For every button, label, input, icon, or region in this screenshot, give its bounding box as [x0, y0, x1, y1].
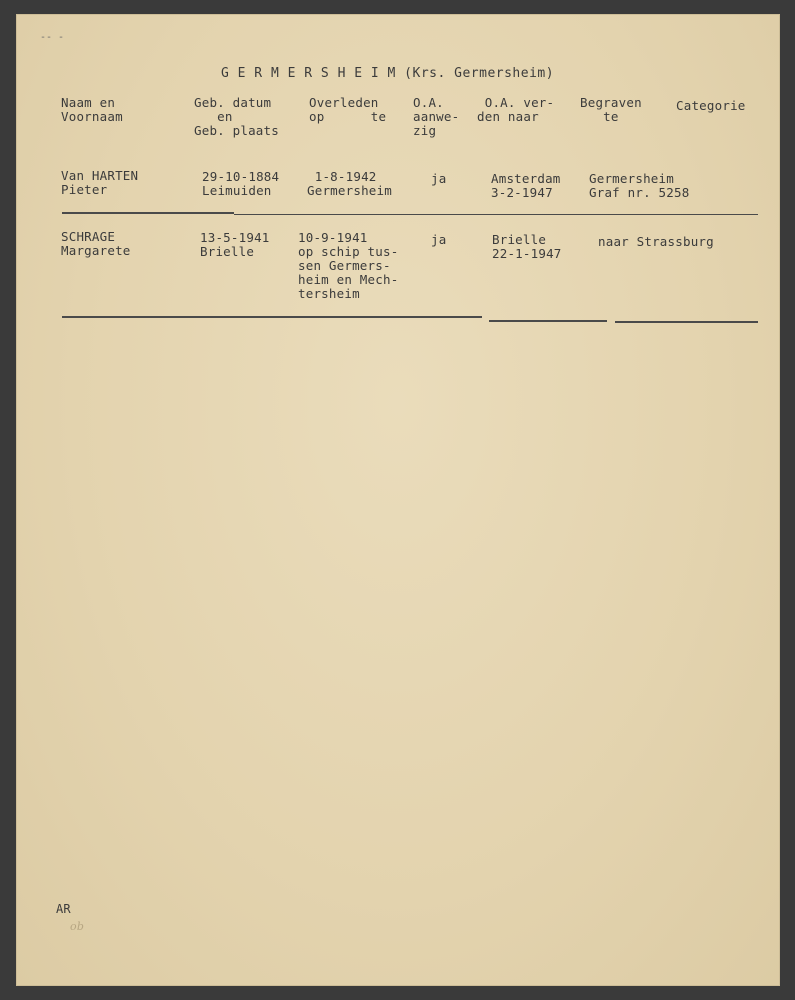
document-sheet: [16, 14, 780, 986]
row1-oa-verzonden: Amsterdam 3-2-1947: [491, 171, 561, 200]
header-geb: Geb. datum en Geb. plaats: [194, 95, 279, 138]
row2-divider-a: [62, 316, 482, 318]
pencil-note: ob: [70, 920, 85, 933]
document-title: G E R M E R S H E I M (Krs. Germersheim): [221, 66, 555, 81]
footer-initials: AR: [56, 902, 71, 916]
row1-naam: Van HARTEN Pieter: [61, 168, 139, 197]
header-oa-verzonden: O.A. ver- den naar: [477, 95, 555, 124]
row2-divider-b: [489, 320, 607, 322]
header-begraven: Begraven te: [580, 95, 642, 124]
row1-begraven: Germersheim Graf nr. 5258: [589, 171, 690, 200]
header-oa-aanwezig: O.A. aanwe- zig: [413, 95, 460, 138]
row1-oa-aanwezig: ja: [431, 171, 447, 186]
header-naam: Naam en Voornaam: [61, 95, 123, 124]
row2-begraven: naar Strassburg: [598, 234, 714, 249]
header-overleden: Overleden op te: [309, 95, 387, 124]
row2-divider-c: [615, 321, 758, 323]
row2-geb: 13-5-1941 Brielle: [200, 230, 270, 259]
corner-mark: -- -: [40, 32, 65, 43]
row2-oa-verzonden: Brielle 22-1-1947: [492, 232, 562, 261]
row2-oa-aanwezig: ja: [431, 232, 447, 247]
row1-divider-a: [62, 212, 234, 214]
header-categorie: Categorie: [676, 98, 746, 113]
row1-overleden: 1-8-1942 Germersheim: [307, 169, 392, 198]
row2-overleden: 10-9-1941 op schip tus- sen Germers- heim en Mech- tersheim: [298, 230, 399, 301]
row1-divider-b: [234, 214, 758, 215]
row1-geb: 29-10-1884 Leimuiden: [202, 169, 280, 198]
row2-naam: SCHRAGE Margarete: [61, 229, 131, 258]
